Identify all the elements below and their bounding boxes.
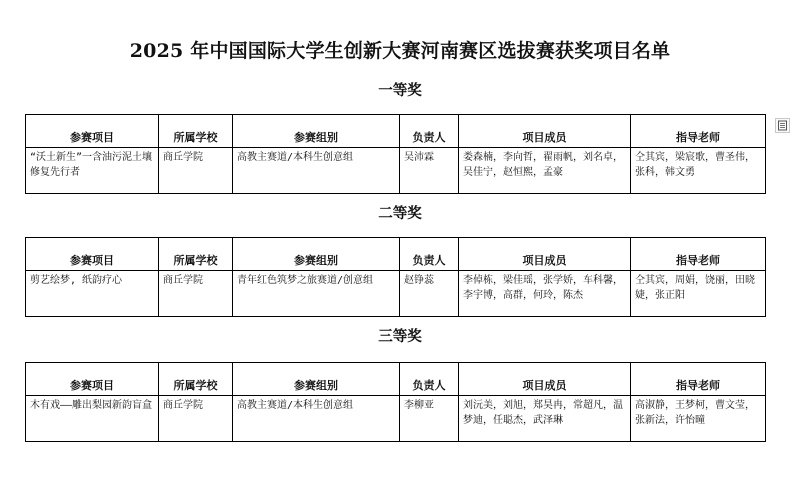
second-prize-table — [25, 237, 766, 317]
table-row — [26, 396, 766, 442]
first-prize-title: 一等奖 — [378, 83, 422, 99]
header-project: 参赛项目 — [26, 238, 159, 271]
header-advisors: 指导老师 — [631, 238, 766, 271]
cell-project: 木有戏——雕出梨园新韵盲盒 — [26, 396, 159, 442]
cell-advisors: 仝其宾，梁宸歌，曹圣伟，张科，韩文勇 — [631, 148, 766, 194]
third-prize-title: 三等奖 — [378, 329, 422, 345]
cell-group: 高教主赛道/本科生创意组 — [233, 148, 400, 194]
cell-school: 商丘学院 — [159, 396, 233, 442]
header-group: 参赛组别 — [233, 115, 400, 148]
cell-school: 商丘学院 — [159, 271, 233, 317]
table-row — [26, 148, 766, 194]
header-project: 参赛项目 — [26, 115, 159, 148]
header-advisors: 指导老师 — [631, 115, 766, 148]
cell-members: 娄森楠，李向哲，翟雨帆，刘名卓，吴佳宁，赵恒熙，孟豪 — [459, 148, 631, 194]
header-members: 项目成员 — [459, 238, 631, 271]
cell-group: 青年红色筑梦之旅赛道/创意组 — [233, 271, 400, 317]
cell-group: 高教主赛道/本科生创意组 — [233, 396, 400, 442]
header-school: 所属学校 — [159, 238, 233, 271]
third-prize-table — [25, 362, 766, 442]
header-members: 项目成员 — [459, 115, 631, 148]
header-row — [26, 238, 766, 271]
header-leader: 负责人 — [400, 238, 459, 271]
cell-school: 商丘学院 — [159, 148, 233, 194]
second-prize-title: 二等奖 — [378, 206, 422, 222]
header-leader: 负责人 — [400, 115, 459, 148]
header-row — [26, 115, 766, 148]
cell-leader: 李柳亚 — [400, 396, 459, 442]
cell-leader: 赵铮蕊 — [400, 271, 459, 317]
header-advisors: 指导老师 — [631, 363, 766, 396]
cell-leader: 吴沛霖 — [400, 148, 459, 194]
header-group: 参赛组别 — [233, 363, 400, 396]
header-school: 所属学校 — [159, 363, 233, 396]
cell-advisors: 高淑静，王梦柯，曹文莹，张新法，许怡曈 — [631, 396, 766, 442]
table-row — [26, 271, 766, 317]
document-title: 2025 年中国国际大学生创新大赛河南赛区选拔赛获奖项目名单 — [129, 40, 671, 62]
cell-project: “沃土新生”一含油污泥土壤修复先行者 — [26, 148, 159, 194]
header-school: 所属学校 — [159, 115, 233, 148]
first-prize-table — [25, 114, 766, 194]
header-leader: 负责人 — [400, 363, 459, 396]
header-row — [26, 363, 766, 396]
header-group: 参赛组别 — [233, 238, 400, 271]
cell-advisors: 仝其宾，周娟，饶丽，田晓婕，张正阳 — [631, 271, 766, 317]
header-members: 项目成员 — [459, 363, 631, 396]
cell-members: 李倬栋，梁佳瑶，张学娇，车科馨，李宇博，高群，何玲，陈杰 — [459, 271, 631, 317]
cell-members: 刘沅美，刘旭，郑昊冉，常超凡，温梦迪，任聪杰，武泽琳 — [459, 396, 631, 442]
header-project: 参赛项目 — [26, 363, 159, 396]
document-view-icon[interactable] — [775, 118, 790, 133]
cell-project: 剪艺绘梦, 纸韵疗心 — [26, 271, 159, 317]
